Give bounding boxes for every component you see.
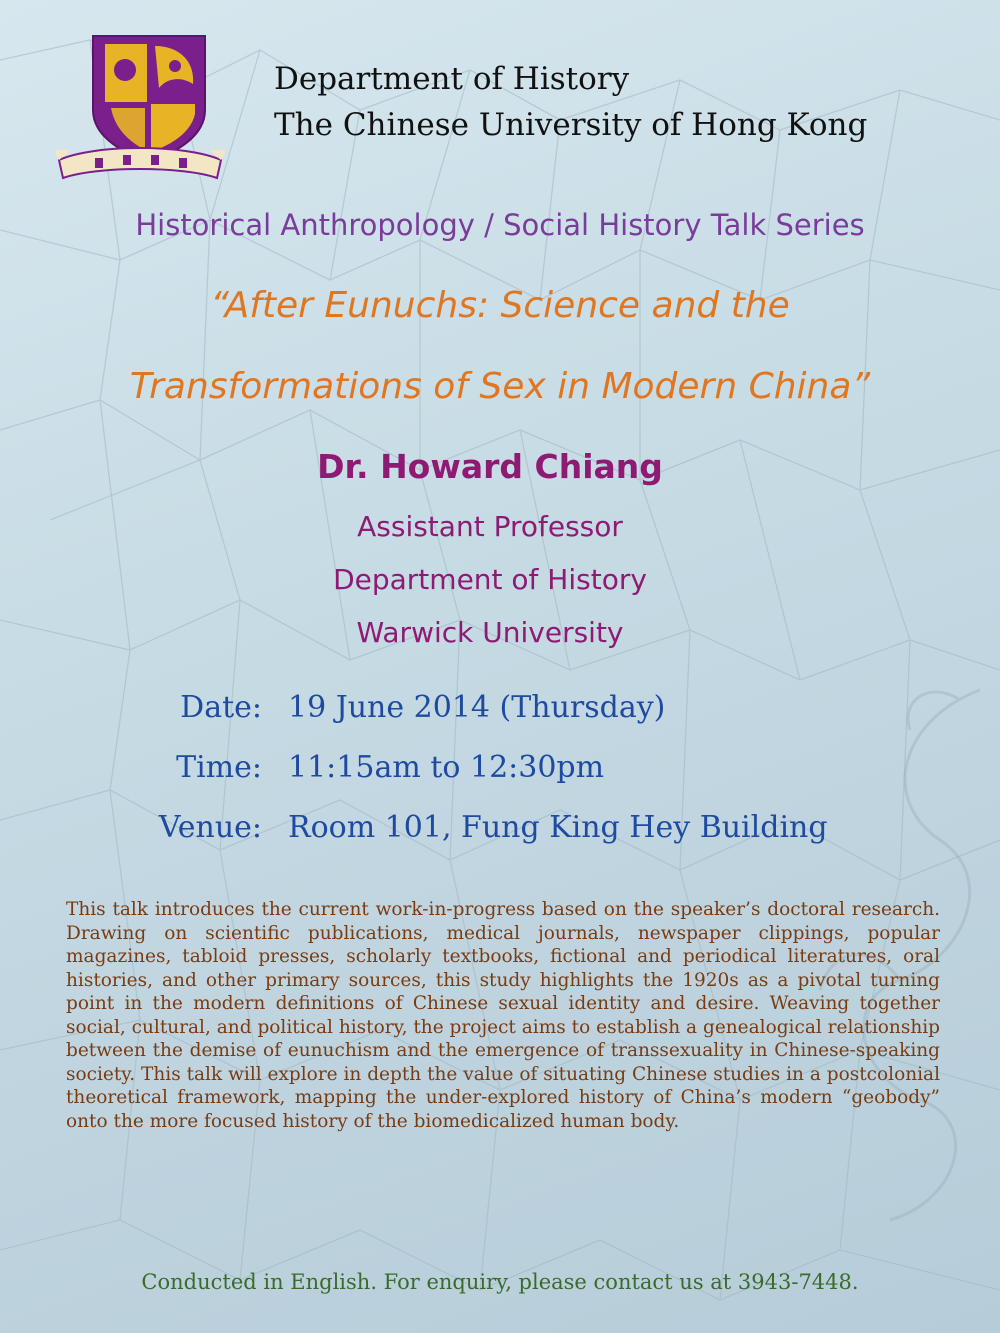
university-name: The Chinese University of Hong Kong (274, 107, 868, 143)
speaker-university: Warwick University (356, 616, 624, 649)
cuhk-crest-icon (55, 32, 225, 182)
time-label: Time: (176, 750, 262, 785)
venue-label: Venue: (158, 810, 262, 845)
venue-value: Room 101, Fung King Hey Building (288, 810, 828, 845)
time-value: 11:15am to 12:30pm (288, 750, 605, 785)
contact-footer: Conducted in English. For enquiry, please contact us at 3943-7448. (141, 1270, 859, 1294)
talk-title-line-1: “After Eunuchs: Science and the (210, 285, 790, 326)
talk-abstract: This talk introduces the current work-in-progress based on the speaker’s doctoral research. Drawing on scientific publications, medical journals, newspaper clippings, popular magazines, tabloid presses, scholarly textbooks, fictional and periodical literatures, oral histories, and other primary sources, this study highlights the 1920s as a pivotal turning point in the modern definitions of Chinese sexual identity and desire. Weaving together social, cultural, and political history, the project aims to establish a genealogical relationship between the demise of eunuchism and the emergence of transsexuality in Chinese-speaking society. This talk will explore in depth the value of situating Chinese studies in a postcolonial theoretical framework, mapping the under-explored history of China’s modern “geobody” onto the more focused history of the biomedicalized human body. (66, 899, 940, 1132)
department-name: Department of History (274, 61, 630, 97)
date-value: 19 June 2014 (Thursday) (288, 690, 666, 725)
speaker-name: Dr. Howard Chiang (317, 447, 663, 486)
speaker-department: Department of History (333, 563, 647, 596)
speaker-position: Assistant Professor (357, 510, 623, 543)
series-title: Historical Anthropology / Social History Talk Series (135, 208, 865, 242)
talk-title-line-2: Transformations of Sex in Modern China” (129, 366, 871, 407)
date-label: Date: (180, 690, 262, 725)
department-header (274, 56, 867, 148)
